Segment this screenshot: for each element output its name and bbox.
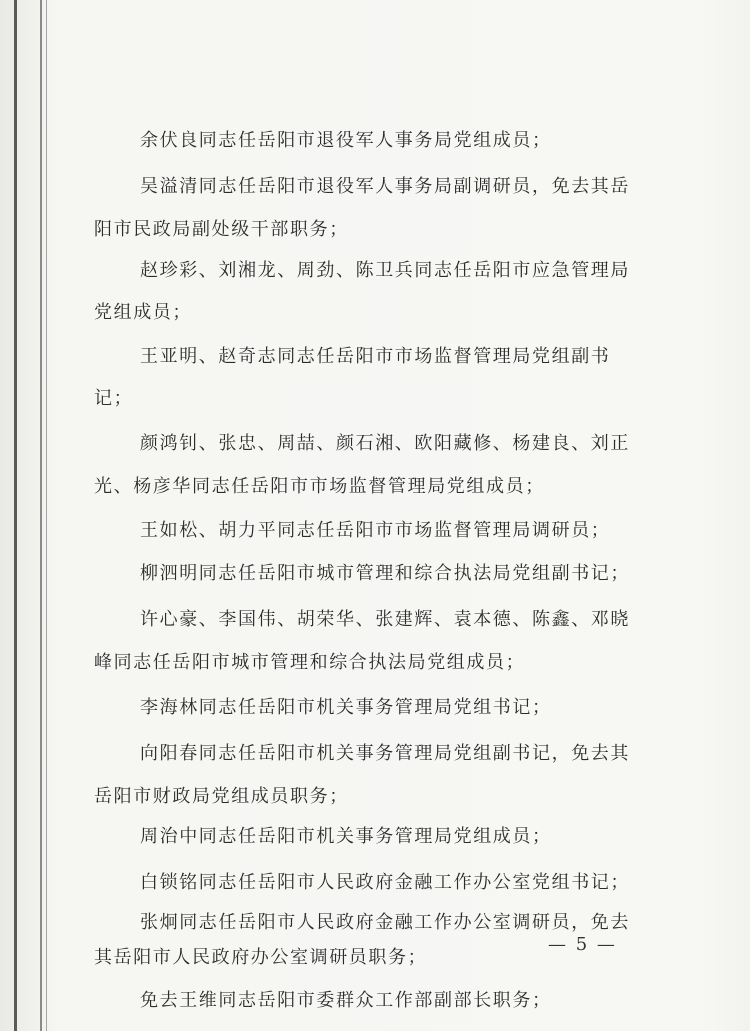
paragraph-first-line: 李海林同志任岳阳市机关事务管理局党组书记； — [140, 697, 552, 718]
binding-edge-line — [46, 0, 47, 1031]
paragraph-continuation-line: 党组成员； — [94, 302, 192, 323]
paragraph-first-line: 许心豪、李国伟、胡荣华、张建辉、袁本德、陈鑫、邓晓 — [140, 609, 630, 630]
paragraph-first-line: 免去王维同志岳阳市委群众工作部副部长职务； — [140, 990, 552, 1011]
binding-edge-line — [40, 0, 42, 1031]
paragraph-continuation-line: 光、杨彦华同志任岳阳市市场监督管理局党组成员； — [94, 476, 545, 497]
paragraph-continuation-line: 其岳阳市人民政府办公室调研员职务； — [94, 947, 428, 968]
paragraph-first-line: 柳泗明同志任岳阳市城市管理和综合执法局党组副书记； — [140, 563, 630, 584]
paragraph-first-line: 吴溢清同志任岳阳市退役军人事务局副调研员，免去其岳 — [140, 176, 630, 197]
paragraph-first-line: 白锁铭同志任岳阳市人民政府金融工作办公室党组书记； — [140, 872, 630, 893]
paragraph-first-line: 向阳春同志任岳阳市机关事务管理局党组副书记，免去其 — [140, 743, 630, 764]
paragraph-first-line: 王亚明、赵奇志同志任岳阳市市场监督管理局党组副书 — [140, 346, 611, 367]
page-number: — 5 — — [548, 934, 617, 955]
paragraph-first-line: 张炯同志任岳阳市人民政府金融工作办公室调研员，免去 — [140, 912, 630, 933]
paragraph-continuation-line: 峰同志任岳阳市城市管理和综合执法局党组成员； — [94, 652, 526, 673]
paragraph-first-line: 余伏良同志任岳阳市退役军人事务局党组成员； — [140, 130, 552, 151]
paragraph-first-line: 王如松、胡力平同志任岳阳市市场监督管理局调研员； — [140, 520, 611, 541]
paragraph-continuation-line: 记； — [94, 388, 134, 409]
paragraph-continuation-line: 阳市民政局副处级干部职务； — [94, 219, 349, 240]
paragraph-continuation-line: 岳阳市财政局党组成员职务； — [94, 786, 349, 807]
paragraph-first-line: 赵珍彩、刘湘龙、周劲、陈卫兵同志任岳阳市应急管理局 — [140, 260, 630, 281]
paragraph-first-line: 周治中同志任岳阳市机关事务管理局党组成员； — [140, 826, 552, 847]
paragraph-first-line: 颜鸿钊、张忠、周喆、颜石湘、欧阳藏修、杨建良、刘正 — [140, 433, 630, 454]
binding-edge-line — [14, 0, 17, 1031]
